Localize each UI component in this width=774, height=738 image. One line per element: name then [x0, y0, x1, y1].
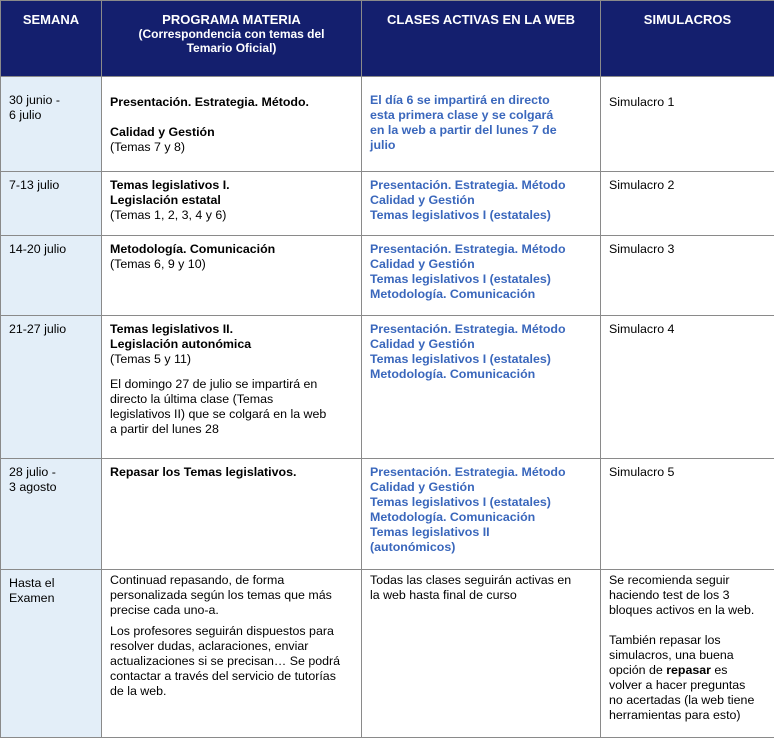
clases-item: Presentación. Estrategia. Método — [370, 242, 592, 257]
header-simulacros: SIMULACROS — [601, 1, 774, 77]
week-label: 3 agosto — [9, 480, 93, 495]
week-cell — [1, 77, 102, 172]
programa-topic: Temas legislativos II. — [110, 322, 353, 337]
week-label: 14-20 julio — [9, 242, 93, 257]
header-programa-sub-1: (Correspondencia con temas del — [110, 27, 353, 41]
clases-note: El día 6 se impartirá en directo — [370, 93, 592, 108]
clases-item: Calidad y Gestión — [370, 480, 592, 495]
header-row — [1, 1, 774, 77]
table-row — [1, 570, 774, 738]
clases-note: julio — [370, 138, 592, 153]
programa-topic: Legislación estatal — [110, 193, 353, 208]
clases-item: Temas legislativos II — [370, 525, 592, 540]
clases-item: Metodología. Comunicación — [370, 367, 592, 382]
table-row — [1, 236, 774, 316]
programa-paragraph-line: Los profesores seguirán dispuestos para — [110, 624, 353, 639]
programa-topic: Calidad y Gestión — [110, 125, 353, 140]
clases-cell — [362, 172, 601, 236]
header-programa — [102, 1, 362, 77]
programa-note: El domingo 27 de julio se impartirá en — [110, 377, 353, 392]
clases-note: en la web a partir del lunes 7 de — [370, 123, 592, 138]
header-programa-sub-2: Temario Oficial) — [110, 41, 353, 55]
clases-item: Calidad y Gestión — [370, 337, 592, 352]
clases-cell — [362, 77, 601, 172]
simulacro-paragraph-line: bloques activos en la web. — [609, 603, 766, 618]
week-cell — [1, 316, 102, 459]
week-label: Hasta el — [9, 576, 93, 591]
programa-cell — [102, 236, 362, 316]
clases-item: Metodología. Comunicación — [370, 510, 592, 525]
week-cell — [1, 459, 102, 570]
programa-cell — [102, 172, 362, 236]
clases-item: Calidad y Gestión — [370, 257, 592, 272]
programa-paragraph-line: Continuad repasando, de forma — [110, 573, 353, 588]
programa-topic: Temas legislativos I. — [110, 178, 353, 193]
programa-topic: Presentación. Estrategia. Método. — [110, 95, 353, 110]
week-cell — [1, 172, 102, 236]
simulacro-cell: Simulacro 5 — [601, 459, 774, 570]
programa-cell — [102, 570, 362, 738]
simulacro-paragraph-line: Se recomienda seguir — [609, 573, 766, 588]
table-row — [1, 172, 774, 236]
programa-cell — [102, 316, 362, 459]
simulacro-paragraph-line: También repasar los — [609, 633, 766, 648]
clases-item: (autonómicos) — [370, 540, 592, 555]
simulacro-text: es — [711, 663, 728, 677]
simulacro-cell: Simulacro 4 — [601, 316, 774, 459]
week-cell — [1, 236, 102, 316]
header-clases: CLASES ACTIVAS EN LA WEB — [362, 1, 601, 77]
week-label: 7-13 julio — [9, 178, 93, 193]
table-row — [1, 459, 774, 570]
clases-cell — [362, 570, 601, 738]
programa-paragraph-line: personalizada según los temas que más — [110, 588, 353, 603]
programa-note: directo la última clase (Temas — [110, 392, 353, 407]
simulacro-emphasis: repasar — [666, 663, 711, 677]
header-semana: SEMANA — [1, 1, 102, 77]
simulacro-paragraph-line: volver a hacer preguntas — [609, 678, 766, 693]
programa-paragraph-line: contactar a través del servicio de tutorías — [110, 669, 353, 684]
programa-cell — [102, 459, 362, 570]
clases-note: esta primera clase y se colgará — [370, 108, 592, 123]
clases-item: Presentación. Estrategia. Método — [370, 322, 592, 337]
programa-paragraph-line: actualizaciones si se precisan… Se podrá — [110, 654, 353, 669]
week-label: Examen — [9, 591, 93, 606]
clases-item: Presentación. Estrategia. Método — [370, 465, 592, 480]
clases-item: Temas legislativos I (estatales) — [370, 352, 592, 367]
clases-item: Temas legislativos I (estatales) — [370, 208, 592, 223]
table-row — [1, 316, 774, 459]
simulacro-paragraph-line: no acertadas (la web tiene — [609, 693, 766, 708]
programa-paragraph-line: de la web. — [110, 684, 353, 699]
header-programa-title: PROGRAMA MATERIA — [162, 12, 301, 27]
clases-cell — [362, 316, 601, 459]
week-cell — [1, 570, 102, 738]
simulacro-paragraph-line: herramientas para esto) — [609, 708, 766, 723]
programa-cell — [102, 77, 362, 172]
programa-note: a partir del lunes 28 — [110, 422, 353, 437]
week-label: 21-27 julio — [9, 322, 93, 337]
week-label: 6 julio — [9, 108, 93, 123]
programa-topic: Metodología. Comunicación — [110, 242, 353, 257]
programa-paragraph-line: resolver dudas, aclaraciones, enviar — [110, 639, 353, 654]
programa-temas: (Temas 7 y 8) — [110, 140, 353, 155]
clases-cell — [362, 236, 601, 316]
clases-item: Metodología. Comunicación — [370, 287, 592, 302]
clases-note: la web hasta final de curso — [370, 588, 592, 603]
simulacro-cell: Simulacro 2 — [601, 172, 774, 236]
programa-paragraph-line: precise cada uno-a. — [110, 603, 353, 618]
simulacro-paragraph-line: haciendo test de los 3 — [609, 588, 766, 603]
simulacro-paragraph-line: simulacros, una buena — [609, 648, 766, 663]
clases-item: Temas legislativos I (estatales) — [370, 495, 592, 510]
programa-temas: (Temas 1, 2, 3, 4 y 6) — [110, 208, 353, 223]
table-row — [1, 77, 774, 172]
clases-cell — [362, 459, 601, 570]
clases-item: Presentación. Estrategia. Método — [370, 178, 592, 193]
programa-topic: Legislación autonómica — [110, 337, 353, 352]
simulacro-paragraph-line — [609, 663, 766, 678]
clases-item: Calidad y Gestión — [370, 193, 592, 208]
programa-note: legislativos II) que se colgará en la web — [110, 407, 353, 422]
clases-note: Todas las clases seguirán activas en — [370, 573, 592, 588]
week-label: 30 junio - — [9, 93, 93, 108]
simulacro-cell: Simulacro 1 — [601, 77, 774, 172]
simulacro-text: opción de — [609, 663, 666, 677]
week-label: 28 julio - — [9, 465, 93, 480]
simulacro-cell — [601, 570, 774, 738]
programa-temas: (Temas 6, 9 y 10) — [110, 257, 353, 272]
programa-temas: (Temas 5 y 11) — [110, 352, 353, 367]
clases-item: Temas legislativos I (estatales) — [370, 272, 592, 287]
programa-topic: Repasar los Temas legislativos. — [110, 465, 353, 480]
simulacro-cell: Simulacro 3 — [601, 236, 774, 316]
